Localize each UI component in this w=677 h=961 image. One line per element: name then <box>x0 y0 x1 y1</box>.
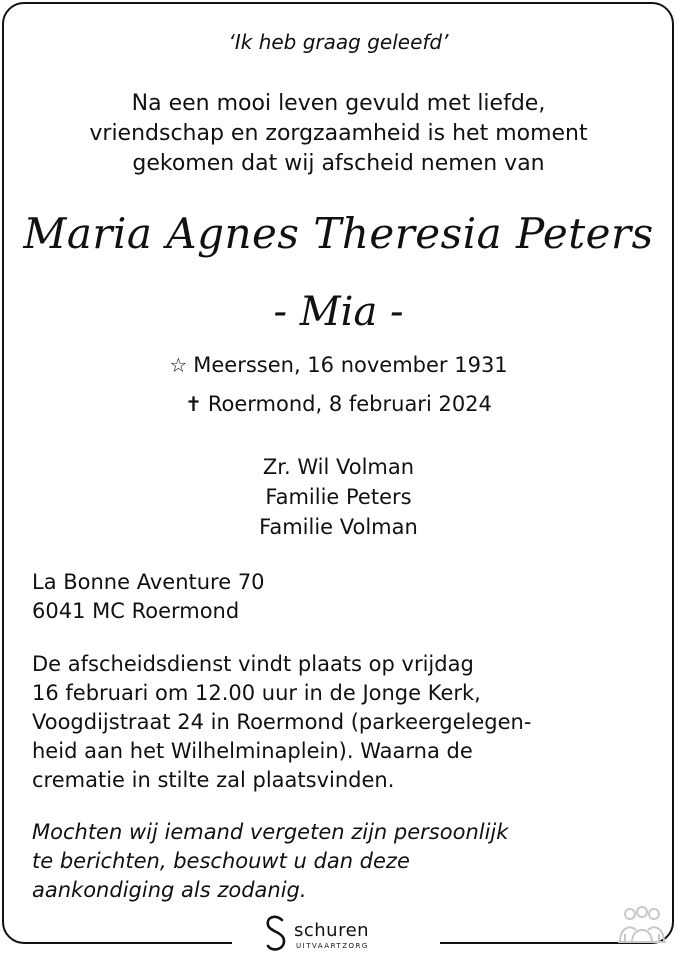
intro-line: Na een mooi leven gevuld met liefde, <box>131 91 546 116</box>
closing-line: te berichten, beschouwt u dan deze <box>32 849 410 873</box>
service-line: 16 februari om 12.00 uur in de Jonge Kerk, <box>32 681 481 705</box>
death-line <box>0 392 677 416</box>
birth-line <box>0 353 677 377</box>
funeral-home-logo <box>262 914 412 954</box>
people-icon <box>616 906 668 946</box>
service-line: crematie in stilte zal plaatsvinden. <box>32 768 395 792</box>
s-logo-icon <box>262 914 290 954</box>
family-list <box>0 452 677 542</box>
intro-line: vriendschap en zorgzaamheid is het moment <box>89 121 588 146</box>
star-icon: ☆ <box>169 353 188 377</box>
cross-icon: ✝ <box>185 392 202 416</box>
address-line: 6041 MC Roermond <box>32 599 240 623</box>
logo-wordmark: schuren <box>294 920 370 941</box>
motto: ‘Ik heb graag geleefd’ <box>228 30 449 54</box>
address-line: La Bonne Aventure 70 <box>32 570 265 594</box>
service-line: heid aan het Wilhelminaplein). Waarna de <box>32 739 473 763</box>
family-member: Familie Volman <box>259 515 418 539</box>
correspondence-address <box>32 568 652 626</box>
service-line: De afscheidsdienst vindt plaats op vrijdag <box>32 652 474 676</box>
service-line: Voogdijstraat 24 in Roermond (parkeergelegen- <box>32 710 532 734</box>
deceased-name: Maria Agnes Theresia Peters <box>23 209 654 258</box>
service-details <box>32 650 652 795</box>
death-place-date: Roermond, 8 februari 2024 <box>207 392 492 416</box>
deceased-nickname: - Mia - <box>273 289 404 335</box>
closing-note <box>32 818 652 905</box>
family-member: Familie Peters <box>265 485 412 509</box>
closing-line: Mochten wij iemand vergeten zijn persoonlijk <box>32 820 509 844</box>
intro-text <box>0 89 677 179</box>
intro-line: gekomen dat wij afscheid nemen van <box>132 151 545 176</box>
logo-subtitle: UITVAARTZORG <box>296 942 369 950</box>
closing-line: aankondiging als zodanig. <box>32 878 307 902</box>
family-member: Zr. Wil Volman <box>262 455 415 479</box>
birth-place-date: Meerssen, 16 november 1931 <box>193 353 508 377</box>
